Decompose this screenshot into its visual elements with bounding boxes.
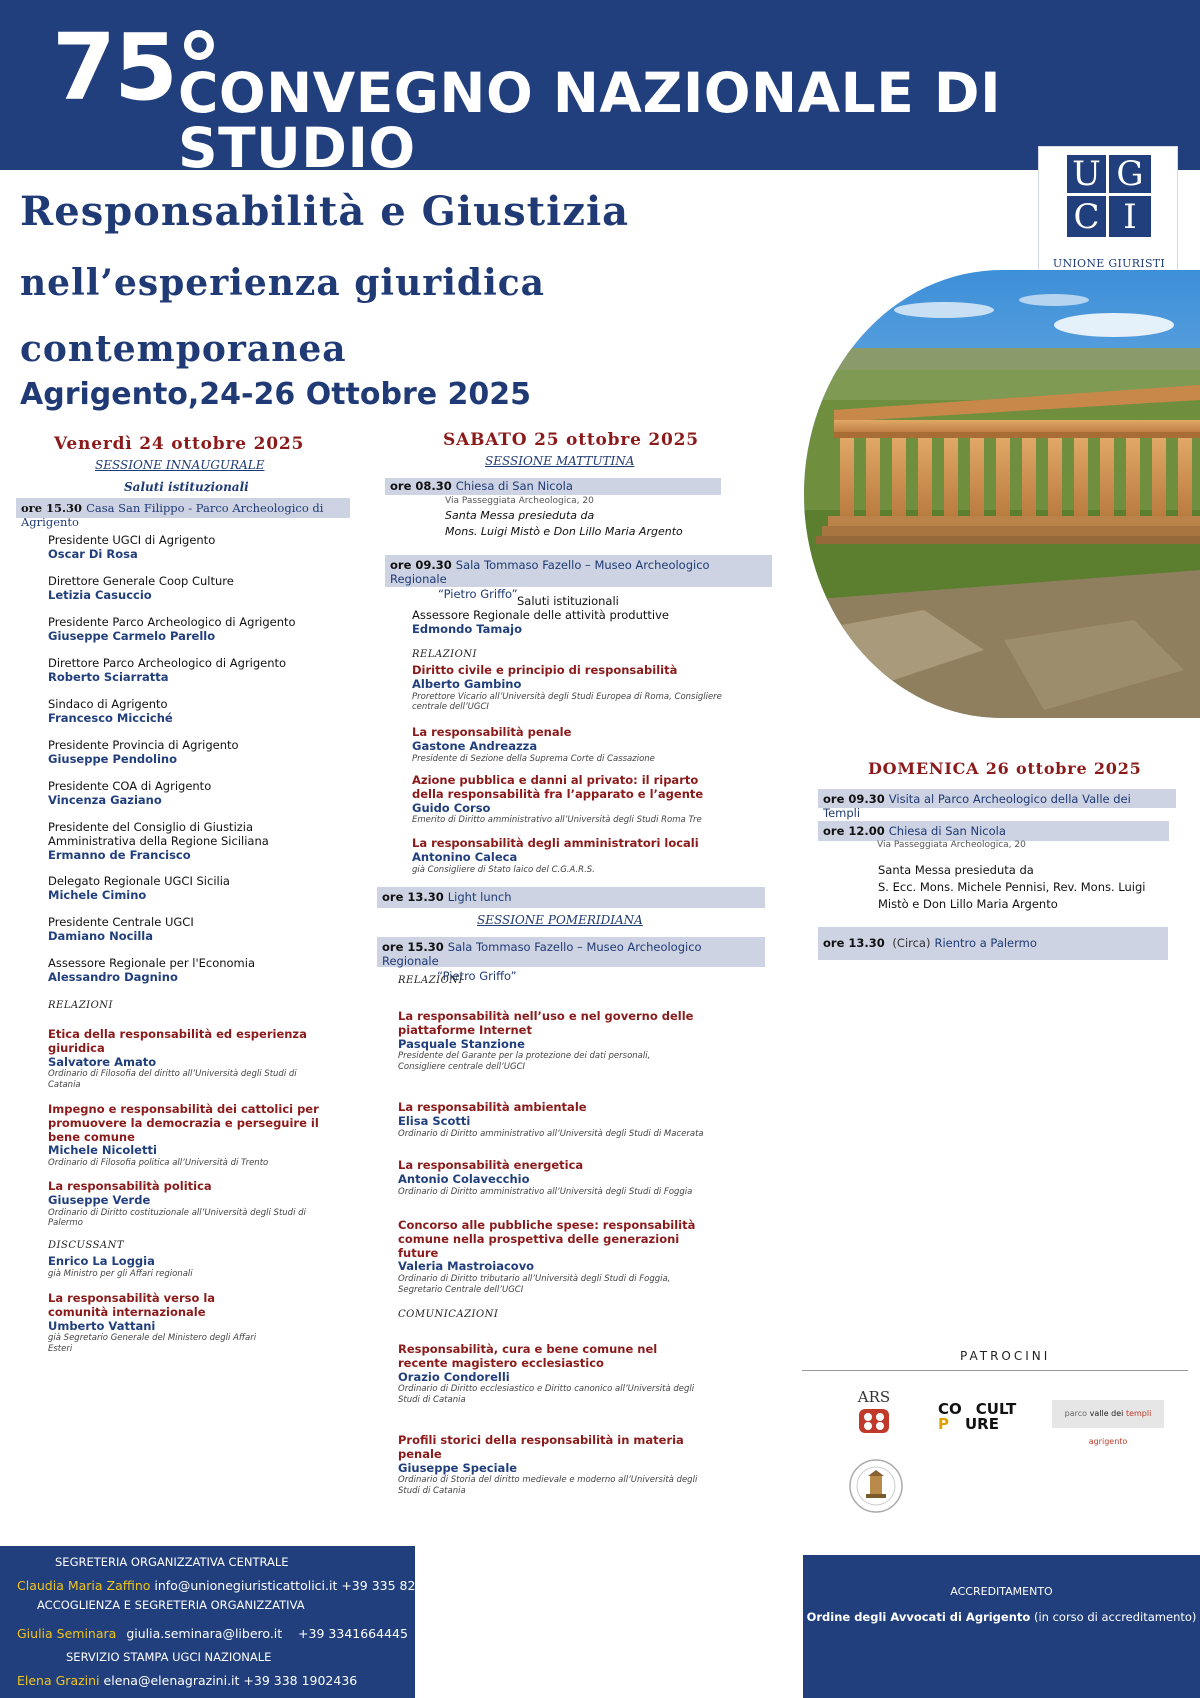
patrocini-divider [802,1370,1188,1371]
comunicazioni-label: COMUNICAZIONI [398,1309,499,1320]
coopculture-logo [938,1402,1016,1432]
friday-time: ore 15.30 [21,501,83,515]
greeting-role: Delegato Regionale UGCI Sicilia [48,874,230,888]
talk-affiliation: già Segretario Generale del Ministero degli Affari Esteri [48,1333,257,1355]
footer-section-3-label: SERVIZIO STAMPA UGCI NAZIONALE [66,1650,272,1664]
pm-time: ore 15.30 [382,940,444,954]
sunday-heading: DOMENICA 26 ottobre 2025 [868,759,1142,778]
talk-affiliation: Presidente di Sezione della Suprema Corte di Cassazione [412,753,655,764]
saturday-afternoon-session-label: SESSIONE POMERIDIANA [477,913,643,927]
sunday-mass-place: Chiesa di San Nicola [888,824,1006,838]
discussant-affiliation: già Ministro per gli Affari regionali [48,1268,193,1279]
footer-accreditation [803,1555,1200,1698]
title-line-3: contemporanea [20,328,347,370]
ars-logo-text: ARS [857,1388,891,1406]
greeting-name: Giuseppe Pendolino [48,751,177,766]
logo-letter-i: I [1123,196,1137,237]
greeting-item [48,616,368,644]
talk-affiliation: Ordinario di Filosofia politica all’Università di Trento [48,1158,269,1169]
footer-contact-2 [0,1626,415,1641]
header-band [0,0,1200,180]
contact-3-name: Elena Grazini [17,1673,100,1688]
sunday-visit-bar [818,789,1176,821]
talk-item [412,774,712,826]
coop-logo-part-1: CO [938,1400,962,1418]
talk-speaker: Michele Nicoletti [48,1143,157,1158]
talk-title: La responsabilità ambientale [398,1100,587,1114]
saturday-assessore [412,609,732,637]
sunday-mass-bar [818,821,1169,841]
talk-title: Impegno e responsabilità dei cattolici per promuovere la democrazia e perseguire il bene comune [48,1102,319,1144]
greeting-item [48,657,368,685]
greeting-item [48,875,368,903]
friday-time-bar [16,498,350,530]
discussant-item [48,1255,368,1279]
greeting-name: Francesco Micciché [48,710,173,725]
saturday-lunch-bar [377,887,765,908]
lunch-label: Light lunch [447,890,512,904]
greeting-item [48,780,368,808]
logo-caption-1: UNIONE GIURISTI [1052,257,1166,270]
pm-place-1: Sala Tommaso Fazello – Museo Archeologico Regionale [382,940,702,969]
greeting-role: Presidente Provincia di Agrigento [48,738,239,752]
talk-speaker: Antonino Caleca [412,849,518,864]
contact-2-details[interactable]: giulia.seminara@libero.it +39 3341664445 [126,1626,408,1641]
edition-number: 75° [52,14,221,121]
saturday-mass-text-1: Santa Messa presieduta da [445,509,595,522]
contact-1-details[interactable]: info@unionegiuristicattolici.it +39 335 8257267 [154,1578,456,1593]
greeting-item [48,739,368,767]
talk-affiliation: Ordinario di Storia del diritto medievale e moderno all’Università degli Studi di Catania [398,1475,698,1497]
talk-affiliation: Ordinario di Diritto tributario all’Università degli Studi di Foggia, Segretario Centrale dell’UGCI [398,1274,671,1295]
talk-title: Concorso alle pubbliche spese: responsabilità comune nella prospettiva delle generazioni future [398,1218,696,1260]
greeting-role: Assessore Regionale per l'Economia [48,956,255,970]
coop-logo-part-4: URE [965,1415,999,1433]
greeting-role: Direttore Parco Archeologico di Agrigento [48,656,287,670]
accreditation-text [803,1611,1200,1625]
sunday-mass-text-2: S. Ecc. Mons. Michele Pennisi, Rev. Mons. Luigi [878,880,1146,894]
saturday-hall-time: ore 09.30 [390,558,452,572]
conference-title: CONVEGNO NAZIONALE DI STUDIO [178,61,1002,180]
talk-speaker: Giuseppe Speciale [398,1460,518,1475]
saturday-mass-bar [385,478,721,495]
talk-item [398,1010,698,1073]
sunday-mass-time: ore 12.00 [823,824,885,838]
talk-affiliation: Ordinario di Filosofia del diritto all’Università degli Studi di Catania [48,1069,297,1091]
greeting-item [48,821,293,862]
talk-affiliation: Emerito di Diritto amministrativo all’Università degli Studi Roma Tre [412,815,702,826]
title-line-1: Responsabilità e Giustizia [20,188,630,235]
accreditation-body: Ordine degli Avvocati di Agrigento [806,1610,1031,1624]
talk-speaker: Pasquale Stanzione [398,1036,525,1051]
talk-item [398,1219,713,1295]
footer-contacts [0,1546,456,1698]
talk-title: La responsabilità energetica [398,1158,584,1172]
talk-speaker: Elisa Scotti [398,1113,471,1128]
greeting-role: Presidente Parco Archeologico di Agrigento [48,615,296,629]
assessore-role: Assessore Regionale delle attività produttive [412,608,669,622]
contact-3-details[interactable]: elena@elenagrazini.it +39 338 1902436 [103,1673,358,1688]
parco-logo-part-3: dei [1111,1409,1124,1418]
talk-item [412,837,732,875]
lunch-time: ore 13.30 [382,890,444,904]
friday-heading: Venerdì 24 ottobre 2025 [54,434,305,454]
talk-affiliation: già Consigliere di Stato laico del C.G.A.R.S. [412,864,595,875]
ars-emblem-icon [857,1407,891,1435]
footer-section-1-label: SEGRETERIA ORGANIZZATIVA CENTRALE [55,1555,289,1569]
greeting-name: Damiano Nocilla [48,928,154,943]
footer-section-2-label: ACCOGLIENZA E SEGRETERIA ORGANIZZATIVA [37,1598,305,1612]
sunday-visit: Visita al Parco Archeologico della Valle dei Templi [823,792,1131,821]
talk-item [48,1103,338,1169]
saturday-relazioni-label: RELAZIONI [412,649,477,660]
saturday-saluti: Saluti istituzionali [517,594,619,608]
footer-contact-1 [0,1578,456,1593]
parco-logo-part-2: valle [1089,1409,1109,1418]
talk-item [48,1292,268,1355]
ars-logo [854,1390,894,1439]
talk-title: La responsabilità penale [412,725,572,739]
talk-title: La responsabilità politica [48,1179,212,1193]
talk-title: La responsabilità verso la comunità internazionale [48,1291,216,1319]
sunday-return: Rientro a Palermo [934,936,1037,950]
assessore-name: Edmondo Tamajo [412,621,523,636]
saturday-morning-session-label: SESSIONE MATTUTINA [485,454,635,468]
parco-logo-part-5: agrigento [1088,1437,1128,1446]
talk-speaker: Umberto Vattani [48,1318,156,1333]
accreditation-status: (in corso di accreditamento) [1033,1610,1197,1624]
greeting-role: Sindaco di Agrigento [48,697,168,711]
pm-place-2: “Pietro Griffo” [437,968,517,983]
friday-place: Casa San Filippo - Parco Archeologico di Agrigento [21,501,324,530]
greeting-item [48,534,368,562]
talk-item [398,1101,738,1139]
talk-affiliation: Presidente del Garante per la protezione dei dati personali, Consigliere centrale dell’UGCI [398,1051,651,1073]
sunday-return-circa: (Circa) [892,936,931,950]
saturday-hall-place-1: Sala Tommaso Fazello – Museo Archeologico Regionale [390,558,710,587]
talk-title: Responsabilità, cura e bene comune nel recente magistero ecclesiastico [398,1342,658,1370]
talk-title: Azione pubblica e danni al privato: il riparto della responsabilità fra l’apparato e l’agente [412,773,704,801]
contact-1-name: Claudia Maria Zaffino [17,1578,151,1593]
footer-contact-3 [0,1673,415,1688]
talk-item [398,1434,708,1497]
friday-session-label: SESSIONE INNAUGURALE [95,458,265,472]
greeting-item [48,698,368,726]
friday-saluti-label: Saluti istituzionali [124,480,249,494]
sunday-visit-time: ore 09.30 [823,792,885,806]
greeting-role: Presidente Centrale UGCI [48,915,194,929]
talk-title: Etica della responsabilità ed esperienza giuridica [48,1027,307,1055]
contact-2-name: Giulia Seminara [17,1626,117,1641]
sunday-mass-address: Via Passeggiata Archeologica, 20 [877,840,1026,850]
sunday-mass-text-1: Santa Messa presieduta da [878,863,1034,877]
place-and-dates: Agrigento,24-26 Ottobre 2025 [20,377,532,412]
sunday-mass-text-3: Mistò e Don Lillo Maria Argento [878,897,1058,911]
talk-title: La responsabilità nell’uso e nel governo delle piattaforme Internet [398,1009,694,1037]
parco-logo-part-1: parco [1064,1409,1088,1418]
saturday-mass-time: ore 08.30 [390,479,452,493]
logo-letter-u: U [1067,155,1109,196]
temple-photo [804,270,1200,718]
talk-speaker: Orazio Condorelli [398,1369,510,1384]
coop-logo-part-2: CULT [975,1400,1017,1418]
talk-title: La responsabilità degli amministratori locali [412,836,699,850]
sunday-return-bar [818,927,1168,960]
talk-speaker: Giuseppe Verde [48,1192,151,1207]
pm-relazioni-label: RELAZIONI [398,975,463,986]
talk-item [48,1028,313,1091]
saturday-mass-address: Via Passeggiata Archeologica, 20 [445,496,594,506]
saturday-heading: SABATO 25 ottobre 2025 [443,430,699,450]
greeting-name: Oscar Di Rosa [48,546,138,561]
talk-speaker: Alberto Gambino [412,676,522,691]
talk-speaker: Gastone Andreazza [412,738,538,753]
greeting-name: Letizia Casuccio [48,587,152,602]
greeting-item [48,957,368,985]
saturday-mass-text-2: Mons. Luigi Mistò e Don Lillo Maria Argento [445,525,683,538]
talk-item [412,664,722,713]
talk-speaker: Valeria Mastroiacovo [398,1259,535,1274]
greeting-role: Presidente UGCI di Agrigento [48,533,216,547]
greeting-role: Presidente COA di Agrigento [48,779,212,793]
saturday-hall-place-2: “Pietro Griffo” [438,586,518,601]
talk-affiliation: Ordinario di Diritto amministrativo all’Università degli Studi di Macerata [398,1128,704,1139]
parco-logo-part-4: templi [1125,1409,1152,1418]
greeting-role: Presidente del Consiglio di Giustizia Amministrativa della Regione Siciliana [48,820,269,848]
discussant-label: DISCUSSANT [48,1240,125,1251]
seal-emblem-icon [848,1458,904,1514]
talk-title: Diritto civile e principio di responsabilità [412,663,678,677]
greeting-name: Vincenza Gaziano [48,792,162,807]
greeting-name: Michele Cimino [48,887,147,902]
talk-affiliation: Ordinario di Diritto costituzionale all’Università degli Studi di Palermo [48,1207,306,1229]
greeting-item [48,916,368,944]
talk-speaker: Antonio Colavecchio [398,1171,530,1186]
talk-item [412,726,732,764]
parco-valle-templi-logo [1052,1400,1164,1446]
patrocini-title: PATROCINI [960,1349,1051,1363]
greeting-name: Alessandro Dagnino [48,969,178,984]
talk-speaker: Guido Corso [412,800,491,815]
discussant-name: Enrico La Loggia [48,1254,155,1268]
title-line-2: nell’esperienza giuridica [20,262,545,304]
seal-logo [848,1458,904,1518]
talk-item [48,1180,323,1229]
talk-affiliation: Prorettore Vicario all’Università degli Studi Europea di Roma, Consigliere centrale dell’UGCI [412,691,722,713]
talk-speaker: Salvatore Amato [48,1054,157,1069]
greeting-item [48,575,368,603]
talk-item [398,1159,738,1197]
logo-letter-g: G [1109,155,1151,196]
greeting-role: Direttore Generale Coop Culture [48,574,234,588]
talk-affiliation: Ordinario di Diritto amministrativo all’Università degli Studi di Foggia [398,1186,693,1197]
greeting-name: Roberto Sciarratta [48,669,169,684]
talk-affiliation: Ordinario di Diritto ecclesiastico e Diritto canonico all’Università degli Studi di Catania [398,1384,695,1406]
ugci-logo [1038,146,1178,288]
sunday-return-time: ore 13.30 [823,936,885,950]
greeting-name: Ermanno de Francisco [48,847,191,862]
coop-logo-part-3: P [938,1415,949,1433]
friday-relazioni-label: RELAZIONI [48,1000,113,1011]
talk-item [398,1343,708,1406]
saturday-mass-place: Chiesa di San Nicola [455,479,573,493]
logo-letter-c: C [1067,196,1109,237]
greeting-name: Giuseppe Carmelo Parello [48,628,216,643]
ugci-monogram [1067,155,1151,237]
accreditation-title: ACCREDITAMENTO [950,1585,1053,1598]
talk-title: Profili storici della responsabilità in materia penale [398,1433,684,1461]
